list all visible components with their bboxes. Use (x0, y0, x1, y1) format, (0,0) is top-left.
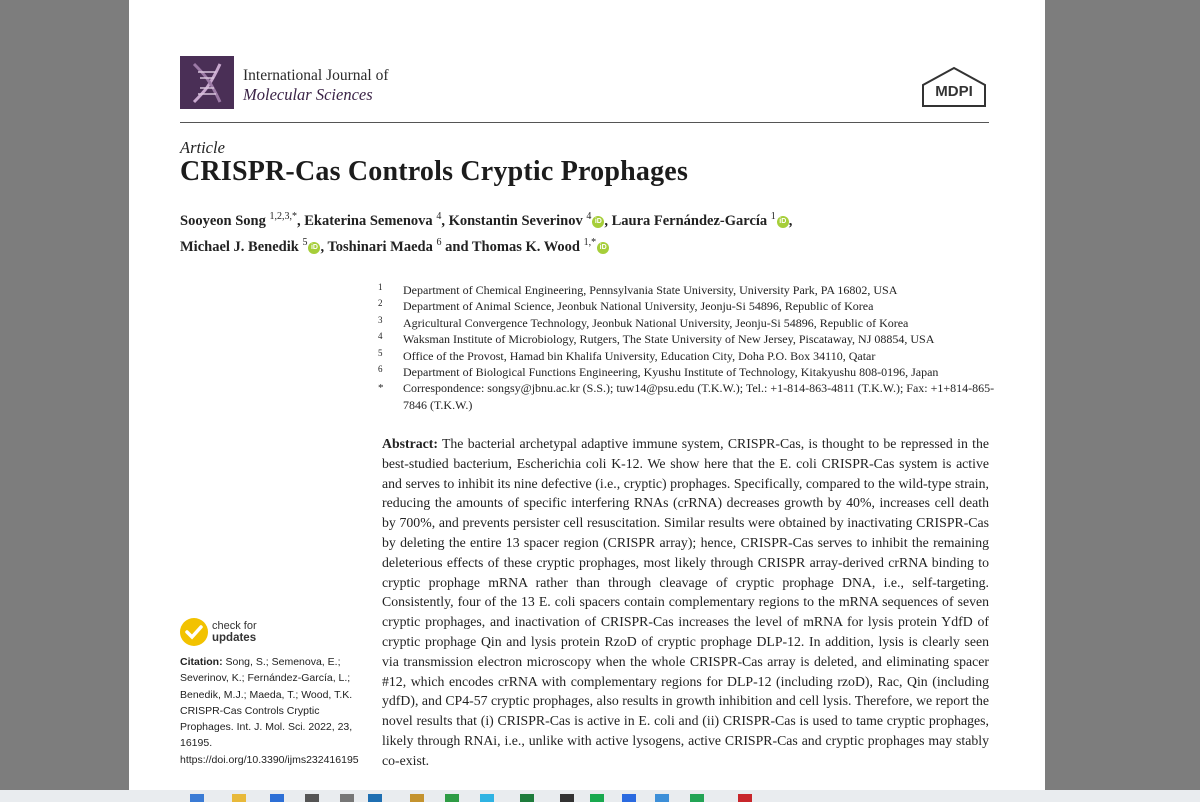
check-for-label: check for (212, 620, 257, 632)
taskbar-app-icon[interactable] (622, 794, 636, 802)
mdpi-logo-text: MDPI (935, 83, 973, 100)
author-list (180, 206, 1000, 258)
affiliation-text: Correspondence: songsy@jbnu.ac.kr (S.S.); tuw14@psu.edu (T.K.W.); Tel.: +1-814-863-4811 (T.K.W.); Fax: +1+814-865-7846 (T.K.W.) (403, 381, 995, 412)
author-affiliation-sup: 1 (770, 211, 776, 222)
author-affiliation-sup: 1,* (583, 236, 597, 248)
author-affiliation-sup: 4 (586, 211, 592, 222)
affiliation-item (378, 298, 998, 314)
taskbar-app-icon[interactable] (445, 794, 459, 802)
taskbar-app-icon[interactable] (690, 794, 704, 802)
dna-helix-icon (180, 56, 234, 109)
citation-label: Citation: (180, 656, 223, 668)
affiliation-number: 3 (378, 314, 383, 325)
taskbar (0, 790, 1200, 802)
author-name: Toshinari Maeda (327, 238, 433, 255)
affiliation-text: Department of Biological Functions Engineering, Kyushu Institute of Technology, Kitakyushu 808-0196, Japan (403, 365, 939, 380)
taskbar-app-icon[interactable] (480, 794, 494, 802)
taskbar-app-icon[interactable] (190, 794, 204, 802)
affiliation-number: * (378, 382, 384, 395)
check-for-updates-badge[interactable] (180, 618, 300, 648)
orcid-icon[interactable]: iD (777, 216, 789, 228)
taskbar-app-icon[interactable] (520, 794, 534, 802)
affiliation-item (378, 282, 998, 298)
author-affiliation-sup: 5 (302, 236, 308, 248)
taskbar-app-icon[interactable] (340, 794, 354, 802)
affiliation-text: Department of Animal Science, Jeonbuk National University, Jeonju-Si 54896, Republic of Korea (403, 299, 874, 314)
journal-logo (180, 56, 234, 109)
affiliation-number: 2 (378, 298, 383, 309)
affiliation-text: Agricultural Convergence Technology, Jeonbuk National University, Jeonju-Si 54896, Republic of Korea (403, 315, 909, 330)
author-separator: , (441, 212, 449, 229)
affiliation-number: 1 (378, 282, 383, 292)
author-affiliation-sup: 1,2,3,* (269, 211, 297, 222)
orcid-icon[interactable]: iD (308, 242, 320, 254)
journal-name-line2: Molecular Sciences (243, 85, 373, 104)
author-affiliation-sup: 4 (436, 211, 442, 222)
checkmark-icon (180, 618, 208, 646)
author-separator: and (441, 238, 472, 255)
affiliation-item (378, 331, 998, 347)
affiliation-text: Department of Chemical Engineering, Pennsylvania State University, University Park, PA 16802, USA (403, 283, 898, 297)
author-affiliation-sup: 6 (436, 236, 442, 248)
author-name: Thomas K. Wood (471, 238, 580, 255)
taskbar-app-icon[interactable] (368, 794, 382, 802)
taskbar-app-icon[interactable] (655, 794, 669, 802)
article-title: CRISPR-Cas Controls Cryptic Prophages (180, 156, 689, 187)
affiliation-item (378, 380, 998, 413)
check-for-updates-text (212, 620, 257, 644)
pdf-reader-icon[interactable] (738, 794, 752, 802)
author-separator: , (604, 212, 612, 229)
author-separator: , (788, 212, 793, 229)
taskbar-app-icon[interactable] (410, 794, 424, 802)
author-name: Laura Fernández-García (611, 212, 768, 229)
affiliation-number: 4 (378, 331, 383, 342)
taskbar-app-icon[interactable] (270, 794, 284, 802)
abstract (382, 434, 989, 771)
abstract-label: Abstract: (382, 436, 438, 451)
author-name: Michael J. Benedik (180, 238, 299, 255)
citation-text: Song, S.; Semenova, E.; Severinov, K.; Fernández-García, L.; Benedik, M.J.; Maeda, T.; Wood, T.K. CRISPR-Cas Controls Cryptic Prophages. Int. J. Mol. Sci. 2022, 23, 16195. https://doi.org/10.3390/ijms232416195 (180, 656, 359, 766)
abstract-text: The bacterial archetypal adaptive immune system, CRISPR-Cas, is thought to be repressed in the best-studied bacterium, Escherichia coli K-12. We show here that the E. coli CRISPR-Cas system is active and serves to inhibit its nine defective (i.e., cryptic) prophages. Specifically, compared to the wild-type strain, reducing the amounts of specific interfering RNAs (crRNA) decreases growth by 40%, increases cell death by 700%, and prevents persister cell resuscitation. Similar results were obtained by inactivating CRISPR-Cas by deleting the entire 13 spacer region (CRISPR array); hence, CRISPR-Cas serves to inhibit the remaining deleterious effects of these cryptic prophages, most likely through CRISPR array-derived crRNA binding to cryptic prophage mRNA rather than through cleavage of cryptic prophage DNA, i.e., self-targeting. Consistently, four of the 13 E. coli spacers contain complementary regions to the mRNA sequences of seven cryptic prophages, and inactivation of CRISPR-Cas increases the level of mRNA for lysis protein YdfD of cryptic prophage Qin and lysis protein RzoD of cryptic prophage DLP-12. In addition, lysis is clearly seen via transmission electron microscopy when the whole CRISPR-Cas array is deleted, and eliminating spacer #12, which encodes crRNA with complementary regions for DLP-12 (including rzoD), Rac, Qin (including ydfD), and CP4-57 cryptic prophages, also results in growth inhibition and cell lysis. Therefore, we report the novel results that (i) CRISPR-Cas is active in E. coli and (ii) CRISPR-Cas is used to tame cryptic prophages, likely through RNAi, i.e., unlike with active lysogens, active CRISPR-Cas and cryptic prophages may stably co-exist. (382, 436, 989, 768)
header-rule (180, 122, 989, 123)
taskbar-app-icon[interactable] (590, 794, 604, 802)
author-name: Ekaterina Semenova (304, 212, 433, 229)
citation-block (180, 654, 360, 768)
orcid-icon[interactable]: iD (592, 216, 604, 228)
author-separator: , (320, 238, 328, 255)
affiliation-item (378, 348, 998, 364)
author-separator: , (296, 212, 305, 229)
updates-label: updates (212, 632, 257, 644)
journal-name (243, 66, 388, 104)
affiliation-item (378, 315, 998, 331)
affiliation-item (378, 364, 998, 380)
journal-name-line1: International Journal of (243, 67, 389, 84)
affiliation-text: Waksman Institute of Microbiology, Rutgers, The State University of New Jersey, Piscataway, NJ 08854, USA (403, 332, 935, 347)
mdpi-logo (919, 66, 989, 108)
affiliation-number: 6 (378, 364, 383, 375)
affiliation-text: Office of the Provost, Hamad bin Khalifa University, Education City, Doha P.O. Box 34110, Qatar (403, 348, 876, 363)
affiliation-number: 5 (378, 347, 383, 358)
taskbar-app-icon[interactable] (305, 794, 319, 802)
article-type: Article (180, 138, 225, 157)
author-name: Konstantin Severinov (448, 212, 583, 229)
paper-page (129, 0, 1045, 790)
folder-icon[interactable] (232, 794, 246, 802)
orcid-icon[interactable]: iD (597, 242, 609, 254)
taskbar-app-icon[interactable] (560, 794, 574, 802)
author-name: Sooyeon Song (180, 212, 266, 229)
affiliation-list (378, 282, 998, 413)
